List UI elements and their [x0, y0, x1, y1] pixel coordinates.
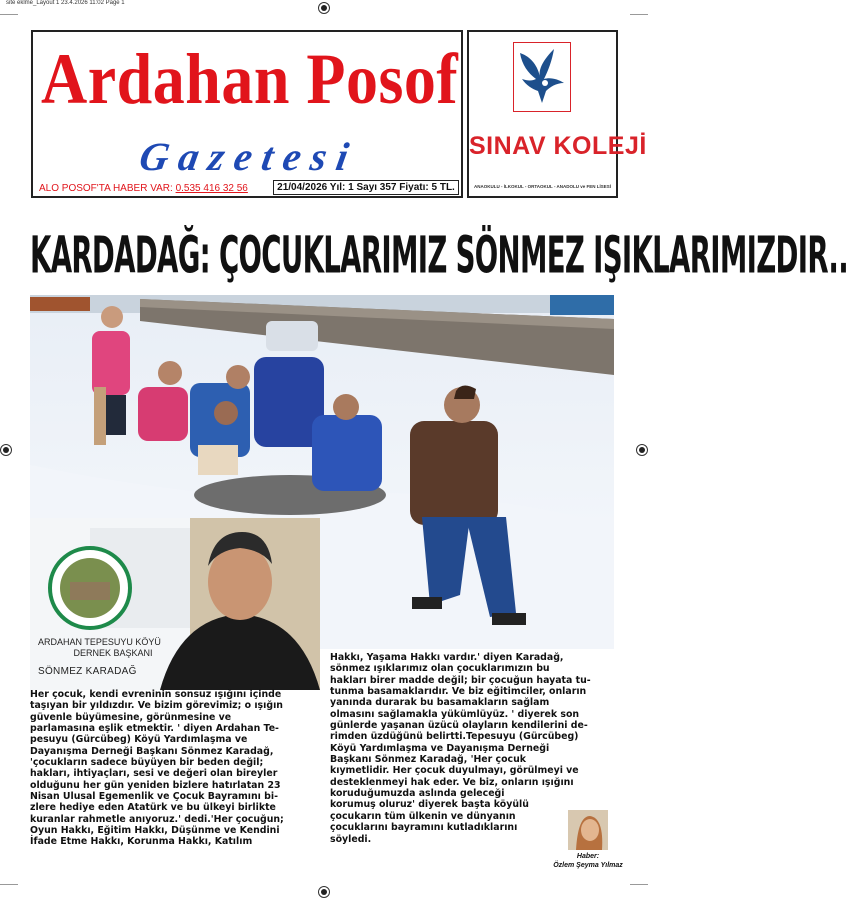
article-left-column — [30, 689, 320, 848]
hotline-label: ALO POSOF'TA HABER VAR: — [39, 183, 173, 194]
article-line: Oyun Hakkı, Eğitim Hakkı, Düşünme ve Kendini — [30, 825, 280, 837]
article-line: Dayanışma Derneği Başkanı Sönmez Karadağ, — [30, 745, 274, 757]
article-line: Her çocuk, kendi evreninin sonsuz ışığını içinde — [30, 689, 282, 700]
author-name: Özlem Şeyma Yılmaz — [553, 862, 623, 869]
advert-logo — [513, 42, 571, 112]
crop-mark — [630, 884, 648, 885]
article-line: Köyü Yardımlaşma ve Dayanışma Derneği — [330, 742, 550, 754]
masthead — [31, 30, 463, 198]
inset-person-name: SÖNMEZ KARADAĞ — [38, 666, 137, 677]
registration-mark-icon — [318, 886, 330, 898]
newspaper-title: Ardahan Posof — [41, 39, 459, 119]
author-label: Haber: — [576, 853, 600, 860]
article-line: koruduğumuzda aslında geleceği — [330, 788, 505, 800]
article-line: güvenle büyümesine, görünmesine ve — [30, 711, 232, 723]
subtitle-text: Gazetesi — [136, 134, 362, 179]
author-photo — [568, 810, 608, 850]
article-line: söyledi. — [330, 833, 372, 845]
article-line: korumuş oluruz' diyerek başta köyülü — [330, 799, 529, 811]
advert-subtitle: ANAOKULU - İLKOKUL - ORTAOKUL - ANADOLU ve FEN LİSESİ — [473, 184, 612, 189]
article-line: olmasını sağlamakla yükümlüyüz. ' diyerek son — [330, 708, 580, 720]
author-byline — [548, 852, 628, 870]
article-line: sönmez ışıklarımız olan çocuklarımızın bu — [330, 663, 550, 675]
headline: KARDADAĞ: ÇOCUKLARIMIZ SÖNMEZ IŞIKLARIMIZDIR.. — [30, 226, 848, 286]
article-line: hakları birer madde değil; bir çocuğun hayata tu- — [330, 674, 591, 686]
article-line: rimden üzdüğünü belirtti.Tepesuyu (Gürcübeg) — [330, 731, 579, 743]
news-hotline — [39, 183, 248, 194]
article-line: günlerde yaşanan üzücü olayların kendilerini de- — [330, 720, 588, 732]
article-line: desteklenmeyi hak eder. Ve biz, onların ışığını — [330, 776, 574, 788]
article-line: Nisan Ulusal Egemenlik ve Çocuk Bayramını bi- — [30, 791, 278, 803]
newspaper-subtitle — [41, 136, 457, 178]
article-line: yanında durarak bu basamakların sağlam — [330, 697, 550, 709]
registration-mark-icon — [0, 444, 12, 456]
advert-name: SINAV KOLEJİ — [469, 132, 647, 160]
article-line: kuranlar rahmetle anıyoruz.' dedi.'Her çocuğun; — [30, 813, 284, 825]
article-line: Hakkı, Yaşama Hakkı vardır.' diyen Karadağ, — [330, 652, 564, 663]
registration-mark-icon — [636, 444, 648, 456]
article-line: Başkanı Sönmez Karadağ, 'Her çocuk — [330, 754, 527, 766]
article-line: parlamasına eşlik etmektir. ' diyen Ardahan Te- — [30, 723, 279, 735]
inset-caption-line1: ARDAHAN TEPESUYU KÖYÜ — [38, 637, 161, 647]
crop-mark — [0, 884, 18, 885]
portrait-inset — [30, 518, 320, 690]
article-line: İfade Etme Hakkı, Korunma Hakkı, Katılım — [30, 836, 253, 848]
article-line: tunma basamaklarıdır. Ve biz eğitimciler, onların — [330, 686, 587, 698]
eagle-icon — [514, 43, 570, 111]
article-line: çocuklarını bayramını kutladıklarını — [330, 822, 518, 834]
registration-mark-icon — [318, 2, 330, 14]
advert-box — [467, 30, 647, 198]
print-slug: site eklme_Layout 1 23.4.2026 11:02 Page 1 — [6, 0, 125, 6]
article-line: hakları, ihtiyaçları, sesi ve değeri olan bireyler — [30, 768, 278, 780]
article-line: kıymetlidir. Her çocuk duyulmayı, görülmeyi ve — [330, 765, 579, 777]
article-line: olduğunu her gün yeniden bizlere hatırlatan 23 — [30, 779, 281, 791]
author-avatar — [568, 810, 608, 850]
article-line: pesuyu (Gürcübeg) Köyü Yardımlaşma ve — [30, 734, 248, 746]
crop-mark — [0, 14, 18, 15]
article-line: 'çocukların sadece büyüyen bir beden değil; — [30, 757, 264, 769]
article-line: çocukarın tüm ülkenin ve dünyanın — [330, 810, 516, 822]
article-line: zlere hediye eden Atatürk ve bu ülkeyi birlikte — [30, 802, 276, 814]
issue-info: 21/04/2026 Yıl: 1 Sayı 357 Fiyatı: 5 TL. — [273, 180, 459, 195]
crop-mark — [630, 14, 648, 15]
inset-caption-line2: DERNEK BAŞKANI — [73, 648, 153, 658]
article-line: taşıyan bir yıldızdır. Ve bizim görevimiz; o ışığın — [30, 700, 283, 712]
hotline-number[interactable]: 0.535 416 32 56 — [175, 183, 248, 194]
portrait-image — [30, 518, 320, 690]
